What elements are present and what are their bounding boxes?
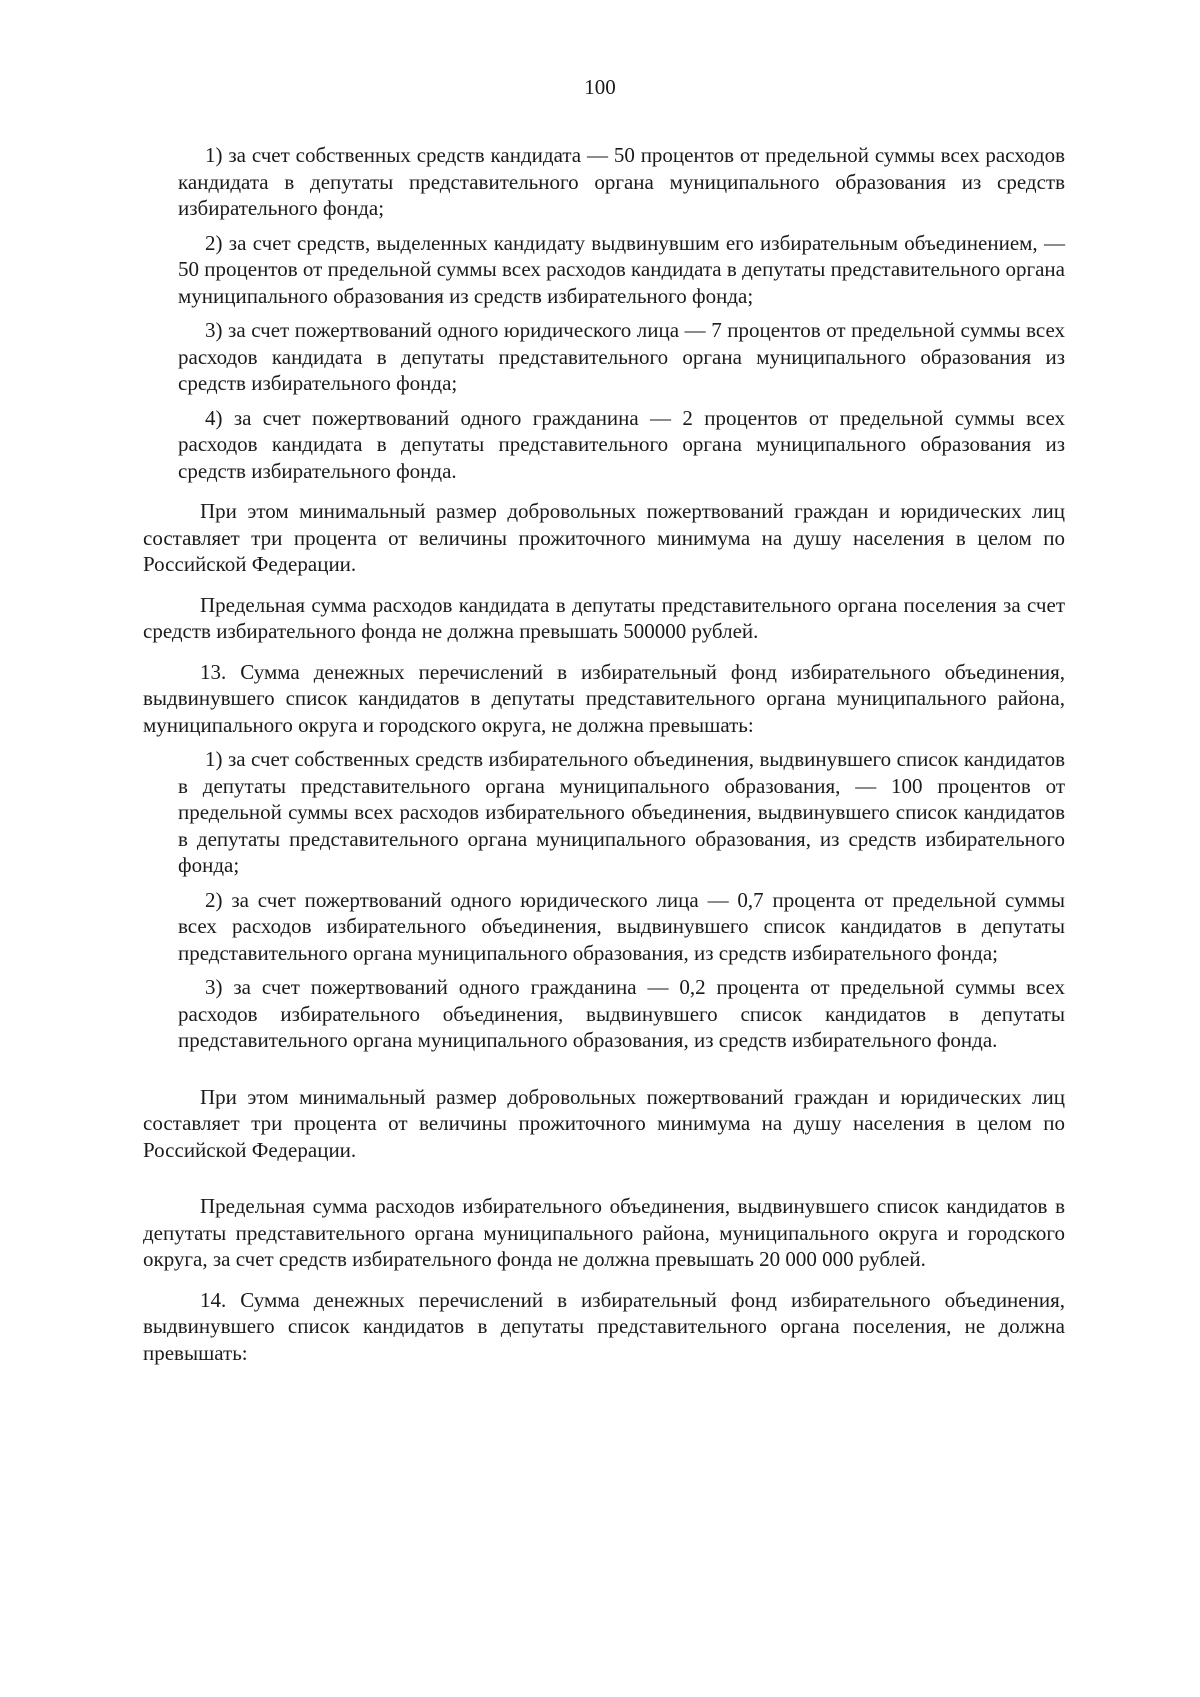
- list-item: 2) за счет средств, выделенных кандидату выдвинувшим его избирательным объединением, — 50 процентов от предельной суммы всех расходов кандидата в депутаты представительного органа муниципального образования из средств избирательного фонда;: [178, 230, 1065, 308]
- paragraph: Предельная сумма расходов избирательного объединения, выдвинувшего список кандидатов в депутаты представительного органа муниципального района, муниципального округа и городского округа, за счет средств избирательного фонда не должна превышать 20 000 000 рублей.: [143, 1194, 1065, 1271]
- paragraph: Предельная сумма расходов кандидата в депутаты представительного органа поселения за счет средств избирательного фонда не должна превышать 500000 рублей.: [143, 592, 1065, 643]
- list-item: 1) за счет собственных средств избирательного объединения, выдвинувшего список кандидатов в депутаты представительного органа муниципального образования, — 100 процентов от предельной суммы всех расходов избирательного объединения, выдвинувшего список кандидатов в депутаты представительного органа муниципального образования, из средств избирательного фонда;: [178, 747, 1065, 877]
- list-item: 4) за счет пожертвований одного гражданина — 2 процентов от предельной суммы всех расходов кандидата в депутаты представительного органа муниципального образования из средств избирательного фонда.: [178, 405, 1065, 483]
- paragraph: 13. Сумма денежных перечислений в избирательный фонд избирательного объединения, выдвинувшего список кандидатов в депутаты представительного органа муниципального района, муниципального округа и городского округа, не должна превышать:: [143, 659, 1065, 737]
- page-number: 100: [584, 75, 616, 99]
- paragraph: При этом минимальный размер добровольных пожертвований граждан и юридических лиц составляет три процента от величины прожиточного минимума на душу населения в целом по Российской Федерации.: [143, 499, 1065, 576]
- list-item: 3) за счет пожертвований одного юридического лица — 7 процентов от предельной суммы всех расходов кандидата в депутаты представительного органа муниципального образования из средств избирательного фонда;: [178, 318, 1065, 395]
- document-body: [143, 142, 1065, 1366]
- list-item: 1) за счет собственных средств кандидата — 50 процентов от предельной суммы всех расходов кандидата в депутаты представительного органа муниципального образования из средств избирательного фонда;: [178, 143, 1065, 220]
- list-item: 3) за счет пожертвований одного гражданина — 0,2 процента от предельной суммы всех расходов избирательного объединения, выдвинувшего список кандидатов в депутаты представительного органа муниципального образования, из средств избирательного фонда.: [178, 975, 1065, 1052]
- paragraph: 14. Сумма денежных перечислений в избирательный фонд избирательного объединения, выдвинувшего список кандидатов в депутаты представительного органа поселения, не должна превышать:: [143, 1287, 1065, 1365]
- paragraph: При этом минимальный размер добровольных пожертвований граждан и юридических лиц составляет три процента от величины прожиточного минимума на душу населения в целом по Российской Федерации.: [143, 1084, 1065, 1162]
- list-item: 2) за счет пожертвований одного юридического лица — 0,7 процента от предельной суммы всех расходов избирательного объединения, выдвинувшего список кандидатов в депутаты представительного органа муниципального образования, из средств избирательного фонда;: [178, 887, 1065, 965]
